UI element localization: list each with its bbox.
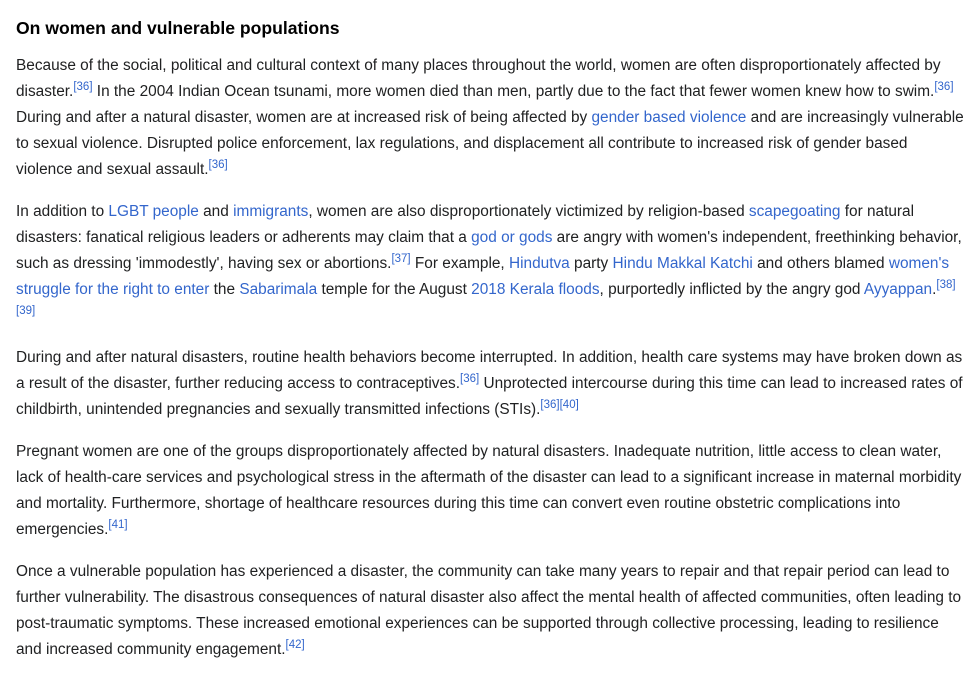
citation-ref (560, 399, 579, 411)
body-text: and (198, 203, 234, 220)
body-text: the (209, 281, 240, 298)
citation-ref (934, 81, 953, 93)
citation-ref (936, 279, 955, 291)
section-heading: On women and vulnerable populations (16, 18, 340, 38)
citation-ref (286, 639, 305, 651)
body-text: are angry with women's independent, freethinking behavior, such as dressing 'immodestly', having sex or abortions. (16, 229, 962, 272)
body-text: Unprotected intercourse during this time can lead to increased rates of childbirth, unintended pregnancies and sexually transmitted infections (STIs). (16, 375, 963, 418)
paragraph (16, 199, 966, 329)
body-text: and are increasingly vulnerable to sexual violence. Disrupted police enforcement, lax regulations, and displacement all contribute to increased risk of gender based violence and sexual assault. (16, 109, 964, 178)
citation-link[interactable]: [38] (936, 279, 956, 291)
paragraph (16, 439, 966, 543)
wiki-link[interactable]: Ayyappan (863, 281, 933, 298)
citation-link[interactable]: [36] (540, 399, 560, 411)
wiki-link[interactable]: Hindutva (509, 255, 570, 272)
citation-link[interactable]: [42] (285, 639, 305, 651)
wiki-link[interactable]: Sabarimala (239, 281, 318, 298)
body-text: During and after natural disasters, routine health behaviors become interrupted. In addition, health care systems may have broken down as a result of the disaster, further reducing access to contraceptives. (16, 349, 963, 392)
citation-ref (108, 519, 127, 531)
paragraph (16, 53, 966, 183)
body-text: party (569, 255, 613, 272)
article-section (16, 0, 966, 663)
wiki-link[interactable]: scapegoating (748, 203, 841, 220)
citation-ref (209, 159, 228, 171)
body-text: During and after a natural disaster, women are at increased risk of being affected by (16, 109, 592, 126)
paragraph (16, 559, 966, 663)
citation-link[interactable]: [36] (208, 159, 228, 171)
body-text: Pregnant women are one of the groups disproportionately affected by natural disasters. Inadequate nutrition, little access to clean water, lack of health-care services and psychological stress in the aftermath of the disaster can lead to a significant increase in maternal morbidity and mortality. Furthermore, shortage of healthcare resources during this time can convert even routine obstetric complications into emergencies. (16, 443, 962, 538)
citation-link[interactable]: [36] (73, 81, 93, 93)
wiki-link[interactable]: immigrants (233, 203, 309, 220)
body-text: for natural disasters: fanatical religious leaders or adherents may claim that a (16, 203, 915, 246)
section-body (16, 53, 966, 663)
citation-link[interactable]: [41] (108, 519, 128, 531)
body-text: In the 2004 Indian Ocean tsunami, more women died than men, partly due to the fact that fewer women knew how to swim. (92, 83, 935, 100)
wiki-link[interactable]: Hindu Makkal Katchi (612, 255, 753, 272)
body-text: and others blamed (752, 255, 889, 272)
body-text: temple for the August (317, 281, 472, 298)
citation-ref (540, 399, 559, 411)
body-text: Because of the social, political and cultural context of many places throughout the world, women are often disproportionately affected by disaster. (16, 57, 941, 100)
citation-ref (460, 373, 479, 385)
citation-ref (73, 81, 92, 93)
citation-ref (391, 253, 410, 265)
body-text: , purportedly inflicted by the angry god (599, 281, 864, 298)
citation-link[interactable]: [36] (934, 81, 954, 93)
citation-link[interactable]: [36] (460, 373, 480, 385)
wiki-link[interactable]: 2018 Kerala floods (471, 281, 600, 298)
citation-ref (16, 305, 35, 317)
body-text: For example, (410, 255, 509, 272)
wiki-link[interactable]: god or gods (471, 229, 553, 246)
body-text: In addition to (16, 203, 109, 220)
citation-link[interactable]: [37] (391, 253, 411, 265)
body-text: , women are also disproportionately victimized by religion-based (308, 203, 749, 220)
body-text: . (932, 281, 937, 298)
citation-link[interactable]: [40] (559, 399, 579, 411)
wiki-link[interactable]: gender based violence (591, 109, 747, 126)
citation-link[interactable]: [39] (16, 305, 36, 317)
body-text: Once a vulnerable population has experienced a disaster, the community can take many years to repair and that repair period can lead to further vulnerability. The disastrous consequences of natural disaster also affect the mental health of affected communities, often leading to post-traumatic symptoms. These increased emotional experiences can be supported through collective processing, leading to resilience and increased community engagement. (16, 563, 962, 658)
paragraph (16, 345, 966, 423)
wiki-link[interactable]: LGBT people (108, 203, 199, 220)
wiki-link[interactable]: women's struggle for the right to enter (16, 255, 950, 298)
